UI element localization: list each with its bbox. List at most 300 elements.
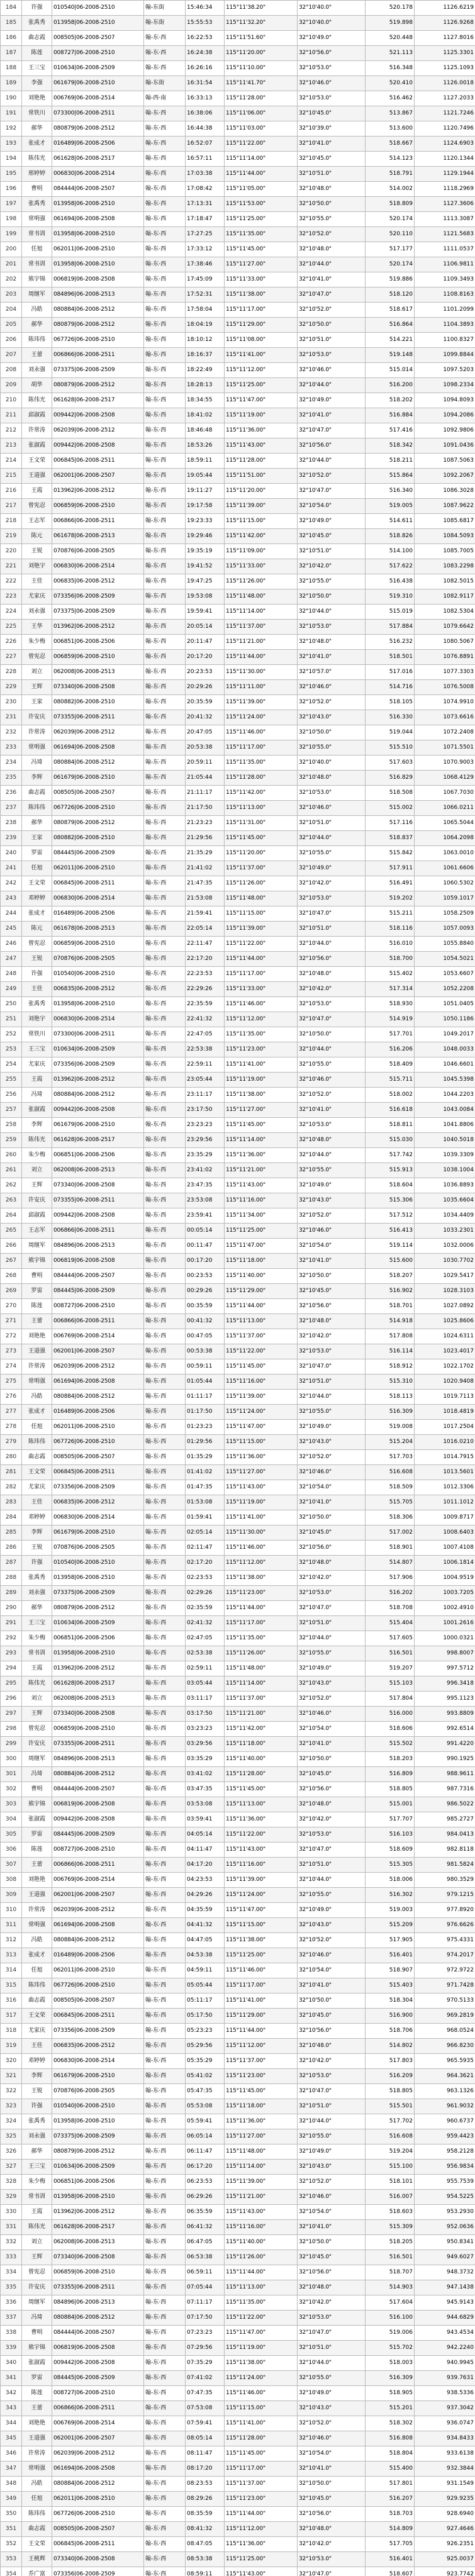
table-row [1,2401,475,2416]
time-cell: 06:41:32 [186,2220,225,2235]
longitude-cell: 115°11'33.00" [225,559,298,574]
latitude-cell: 32°10'53.0" [298,2069,366,2084]
longitude-cell: 115°11'10.00" [225,61,298,76]
longitude-cell: 115°11'47.00" [225,2326,298,2341]
table-row [1,348,475,363]
row-index: 294 [1,1661,22,1676]
row-index: 345 [1,2431,22,2446]
longitude-cell: 115°11'38.00" [225,1571,298,1586]
row-index: 197 [1,197,22,212]
x-value-cell: 518.113 [366,1390,415,1405]
route-label: 翰-东·西 [144,1873,186,1888]
row-index: 209 [1,378,22,393]
record-code: 006830|06-2008-2514 [52,167,144,182]
latitude-cell: 32°10'52.0" [298,469,366,484]
latitude-cell: 32°10'47.0" [298,1012,366,1027]
route-label: 翰-东·西 [144,484,186,499]
table-row [1,2265,475,2280]
row-index: 232 [1,725,22,740]
table-row [1,2175,475,2190]
longitude-cell: 115°11'25.00" [225,1224,298,1239]
longitude-cell: 115°11'46.00" [225,1541,298,1556]
route-label: 翰-东·西 [144,212,186,227]
y-value-cell: 945.9143 [415,2295,475,2311]
time-cell: 17:33:12 [186,242,225,257]
longitude-cell: 115°11'45.00" [225,831,298,846]
time-cell: 04:53:38 [186,1948,225,1963]
time-cell: 20:59:11 [186,756,225,771]
record-code: 080884|06-2008-2512 [52,1390,144,1405]
latitude-cell: 32°10'42.0" [298,1571,366,1586]
latitude-cell: 32°10'50.0" [298,1993,366,2009]
person-name: 王佳 [22,982,52,997]
row-index: 340 [1,2356,22,2371]
longitude-cell: 115°11'16.00" [225,1858,298,1873]
x-value-cell: 517.707 [366,1812,415,1827]
record-code: 061678|06-2008-2513 [52,922,144,937]
x-value-cell: 518.811 [366,1118,415,1133]
record-code: 013962|06-2008-2512 [52,1661,144,1676]
table-row [1,574,475,589]
x-value-cell: 515.002 [366,801,415,816]
row-index: 263 [1,1193,22,1208]
record-code: 062001|06-2008-2507 [52,1344,144,1359]
x-value-cell: 514.123 [366,152,415,167]
row-index: 249 [1,982,22,997]
table-row [1,2295,475,2311]
record-code: 070876|06-2008-2505 [52,544,144,559]
x-value-cell: 518.120 [366,287,415,303]
person-name: 陈伟光 [22,1133,52,1148]
time-cell: 17:58:04 [186,303,225,318]
x-value-cell: 515.309 [366,2220,415,2235]
route-label: 翰-东·西 [144,1993,186,2009]
table-row [1,2280,475,2295]
x-value-cell: 519.148 [366,348,415,363]
table-row [1,121,475,137]
time-cell: 06:05:14 [186,2129,225,2144]
y-value-cell: 997.5712 [415,1661,475,1676]
latitude-cell: 32°10'46.0" [298,1073,366,1088]
longitude-cell: 115°11'44.00" [225,2265,298,2280]
longitude-cell: 115°11'22.00" [225,937,298,952]
table-row [1,167,475,182]
record-code: 016489|06-2008-2506 [52,1405,144,1420]
latitude-cell: 32°10'50.0" [298,2477,366,2492]
route-label: 翰-东·西 [144,2250,186,2265]
longitude-cell: 115°11'20.00" [225,484,298,499]
longitude-cell: 115°11'16.00" [225,1193,298,1208]
person-name: 曲志霞 [22,1450,52,1465]
route-label: 翰-东·西 [144,1254,186,1269]
person-name: 王霞 [22,1073,52,1088]
row-index: 223 [1,589,22,605]
route-label: 翰-东·西 [144,408,186,423]
table-row [1,2416,475,2431]
latitude-cell: 32°10'44.0" [298,605,366,620]
row-index: 200 [1,242,22,257]
table-row [1,378,475,393]
record-code: 084896|06-2008-2513 [52,1239,144,1254]
latitude-cell: 32°10'53.0" [298,1827,366,1843]
person-name: 尤家庆 [22,1057,52,1073]
row-index: 352 [1,2537,22,2552]
x-value-cell: 520.110 [366,227,415,242]
route-label: 翰-东·西 [144,1933,186,1948]
latitude-cell: 32°10'48.0" [298,967,366,982]
record-code: 006859|06-2008-2510 [52,499,144,514]
person-name: 张淑霞 [22,2356,52,2371]
route-label: 翰-东·西 [144,197,186,212]
longitude-cell: 115°11'27.00" [225,1465,298,1480]
latitude-cell: 32°10'55.0" [298,212,366,227]
x-value-cell: 517.703 [366,1450,415,1465]
x-value-cell: 514.919 [366,1012,415,1027]
x-value-cell: 518.342 [366,438,415,454]
table-row [1,1012,475,1027]
longitude-cell: 115°11'15.00" [225,2401,298,2416]
y-value-cell: 1008.6403 [415,1525,475,1541]
latitude-cell: 32°10'52.0" [298,1692,366,1707]
latitude-cell: 32°10'42.0" [298,876,366,891]
time-cell: 00:41:32 [186,1314,225,1329]
y-value-cell: 1076.5008 [415,680,475,695]
person-name: 王道强 [22,1888,52,1903]
row-index: 202 [1,272,22,287]
x-value-cell: 518.306 [366,1510,415,1525]
y-value-cell: 1108.8163 [415,287,475,303]
longitude-cell: 115°11'12.00" [225,363,298,378]
table-row [1,1586,475,1601]
longitude-cell: 115°11'35.00" [225,2295,298,2311]
record-code: 006830|06-2008-2514 [52,891,144,906]
row-index: 248 [1,967,22,982]
y-value-cell: 993.8809 [415,1707,475,1722]
route-label: 翰-东·西 [144,1556,186,1571]
y-value-cell: 1032.0006 [415,1239,475,1254]
x-value-cell: 518.805 [366,2084,415,2099]
row-index: 215 [1,469,22,484]
record-code: 061679|06-2008-2510 [52,1118,144,1133]
person-name: 陈玮伟 [22,2507,52,2522]
table-row [1,2069,475,2084]
longitude-cell: 115°11'45.00" [225,242,298,257]
latitude-cell: 32°10'51.0" [298,2099,366,2114]
x-value-cell: 515.100 [366,2160,415,2175]
route-label: 翰-东·西 [144,620,186,635]
y-value-cell: 985.2727 [415,1812,475,1827]
x-value-cell: 518.304 [366,1993,415,2009]
person-name: 王锐 [22,544,52,559]
longitude-cell: 115°11'23.00" [225,2492,298,2507]
x-value-cell: 516.829 [366,771,415,786]
route-label: 翰-东·西 [144,348,186,363]
longitude-cell: 115°11'15.00" [225,906,298,922]
table-row [1,2552,475,2567]
y-value-cell: 1057.0093 [415,922,475,937]
x-value-cell: 518.930 [366,997,415,1012]
time-cell: 07:17:50 [186,2311,225,2326]
y-value-cell: 1001.2616 [415,1616,475,1631]
record-code: 073300|06-2008-2511 [52,1027,144,1042]
time-cell: 16:52:07 [186,137,225,152]
row-index: 313 [1,1948,22,1963]
row-index: 254 [1,1057,22,1073]
route-label: 翰-东·西 [144,605,186,620]
route-label: 翰-东·西 [144,2160,186,2175]
table-row [1,1224,475,1239]
record-code: 070876|06-2008-2505 [52,1541,144,1556]
time-cell: 19:29:46 [186,529,225,544]
time-cell: 23:05:44 [186,1073,225,1088]
x-value-cell: 513.867 [366,106,415,121]
x-value-cell: 517.605 [366,1631,415,1646]
y-value-cell: 939.7631 [415,2371,475,2386]
time-cell: 04:41:32 [186,1918,225,1933]
y-value-cell: 949.6027 [415,2250,475,2265]
longitude-cell: 115°11'37.00" [225,2054,298,2069]
latitude-cell: 32°10'52.0" [298,1933,366,1948]
route-label: 翰-东·西 [144,1797,186,1812]
longitude-cell: 115°11'28.00" [225,454,298,469]
person-name: 王三宝 [22,2160,52,2175]
route-label: 翰-东·西 [144,2386,186,2401]
longitude-cell: 115°11'18.00" [225,1737,298,1752]
record-code: 080884|06-2008-2512 [52,1088,144,1103]
row-index: 350 [1,2507,22,2522]
table-row [1,2250,475,2265]
time-cell: 02:11:47 [186,1541,225,1556]
longitude-cell: 115°11'18.00" [225,2099,298,2114]
latitude-cell: 32°10'41.0" [298,1978,366,1993]
y-value-cell: 1051.0405 [415,997,475,1012]
route-label: 翰-东·西 [144,2190,186,2205]
longitude-cell: 115°11'35.00" [225,756,298,771]
time-cell: 08:17:20 [186,2462,225,2477]
latitude-cell: 32°10'41.0" [298,408,366,423]
table-row [1,1390,475,1405]
person-name: 王文荣 [22,2009,52,2024]
person-name: 许常涛 [22,2446,52,2462]
y-value-cell: 995.1123 [415,1692,475,1707]
latitude-cell: 32°10'50.0" [298,1510,366,1525]
route-label: 翰-东·西 [144,1390,186,1405]
latitude-cell: 32°10'46.0" [298,363,366,378]
table-row [1,801,475,816]
row-index: 206 [1,333,22,348]
person-name: 许常涛 [22,1903,52,1918]
route-label: 翰-东·西 [144,2507,186,2522]
y-value-cell: 1007.4108 [415,1541,475,1556]
x-value-cell: 516.618 [366,1103,415,1118]
x-value-cell: 516.401 [366,2552,415,2567]
y-value-cell: 1126.0018 [415,76,475,91]
latitude-cell: 32°10'52.0" [298,2175,366,2190]
latitude-cell: 32°10'53.0" [298,1118,366,1133]
row-index: 282 [1,1480,22,1495]
record-code: 006819|06-2008-2508 [52,1254,144,1269]
time-cell: 01:41:02 [186,1465,225,1480]
record-code: 061628|06-2008-2517 [52,1133,144,1148]
time-cell: 18:53:26 [186,438,225,454]
latitude-cell: 32°10'45.0" [298,152,366,167]
latitude-cell: 32°10'56.0" [298,1782,366,1797]
x-value-cell: 517.512 [366,1208,415,1224]
table-row [1,876,475,891]
route-label: 翰-东·西 [144,1646,186,1661]
record-code: 010634|06-2008-2509 [52,1616,144,1631]
latitude-cell: 32°10'55.0" [298,1057,366,1073]
table-row [1,2190,475,2205]
table-row [1,2386,475,2401]
latitude-cell: 32°10'52.0" [298,303,366,318]
table-row [1,257,475,272]
time-cell: 04:23:53 [186,1873,225,1888]
record-code: 080882|06-2008-2510 [52,831,144,846]
latitude-cell: 32°10'53.0" [298,91,366,106]
route-label: 翰-东·西 [144,2205,186,2220]
longitude-cell: 115°11'41.00" [225,348,298,363]
row-index: 319 [1,2039,22,2054]
route-label: 翰-东·西 [144,771,186,786]
y-value-cell: 956.9834 [415,2160,475,2175]
latitude-cell: 32°10'51.0" [298,2341,366,2356]
time-cell: 07:11:17 [186,2295,225,2311]
x-value-cell: 518.901 [366,1541,415,1556]
time-cell: 23:23:23 [186,1118,225,1133]
row-index: 278 [1,1420,22,1435]
record-code: 061678|06-2008-2513 [52,529,144,544]
record-code: 073356|06-2008-2509 [52,1057,144,1073]
x-value-cell: 516.206 [366,1042,415,1057]
person-name: 邓婷婷 [22,891,52,906]
time-cell: 03:59:41 [186,1812,225,1827]
record-code: 061679|06-2008-2510 [52,771,144,786]
time-cell: 16:38:06 [186,106,225,121]
y-value-cell: 1077.3303 [415,665,475,680]
time-cell: 07:41:02 [186,2371,225,2386]
row-index: 318 [1,2024,22,2039]
row-index: 218 [1,514,22,529]
row-index: 187 [1,46,22,61]
x-value-cell: 518.701 [366,1299,415,1314]
route-label: 翰-东·西 [144,2552,186,2567]
route-label: 翰-东·西 [144,1676,186,1692]
record-code: 073340|06-2008-2508 [52,680,144,695]
row-index: 343 [1,2401,22,2416]
time-cell: 19:41:52 [186,559,225,574]
record-code: 084896|06-2008-2513 [52,287,144,303]
row-index: 311 [1,1918,22,1933]
x-value-cell: 517.002 [366,1525,415,1541]
table-row [1,333,475,348]
latitude-cell: 32°10'45.0" [298,106,366,121]
latitude-cell: 32°10'44.0" [298,831,366,846]
latitude-cell: 32°10'54.0" [298,499,366,514]
longitude-cell: 115°11'19.00" [225,408,298,423]
time-cell: 21:41:02 [186,861,225,876]
person-name: 常明强 [22,2462,52,2477]
y-value-cell: 1024.6311 [415,1329,475,1344]
longitude-cell: 115°11'27.00" [225,2129,298,2144]
row-index: 204 [1,303,22,318]
person-name: 王三宝 [22,1042,52,1057]
longitude-cell: 115°11'25.00" [225,1948,298,1963]
y-value-cell: 996.3418 [415,1676,475,1692]
x-value-cell: 516.202 [366,1586,415,1601]
person-name: 常书训 [22,1646,52,1661]
route-label: 翰-东·西 [144,1616,186,1631]
y-value-cell: 1058.2509 [415,906,475,922]
latitude-cell: 32°10'42.0" [298,2054,366,2069]
route-label: 翰-东·西 [144,1767,186,1782]
time-cell: 08:41:32 [186,2522,225,2537]
time-cell: 06:47:05 [186,2235,225,2250]
x-value-cell: 519.886 [366,272,415,287]
time-cell: 17:45:09 [186,272,225,287]
y-value-cell: 936.0747 [415,2416,475,2431]
time-cell: 17:52:31 [186,287,225,303]
route-label: 翰-西·南 [144,91,186,106]
record-code: 084445|06-2008-2509 [52,1284,144,1299]
time-cell: 07:05:44 [186,2280,225,2295]
person-name: 李强 [22,76,52,91]
table-row [1,1133,475,1148]
time-cell: 21:05:44 [186,771,225,786]
longitude-cell: 115°11'44.00" [225,167,298,182]
y-value-cell: 975.4331 [415,1933,475,1948]
longitude-cell: 115°11'17.00" [225,303,298,318]
person-name: 刘艳艳 [22,1329,52,1344]
table-row [1,303,475,318]
longitude-cell: 115°11'16.00" [225,2220,298,2235]
row-index: 241 [1,861,22,876]
record-code: 061679|06-2008-2510 [52,1525,144,1541]
table-row [1,1027,475,1042]
record-code: 013958|06-2008-2510 [52,2114,144,2129]
latitude-cell: 32°10'44.0" [298,1042,366,1057]
person-name: 李辉 [22,771,52,786]
route-label: 翰-东·西 [144,1661,186,1676]
latitude-cell: 32°10'50.0" [298,1027,366,1042]
route-label: 翰-东·西 [144,1918,186,1933]
route-label: 翰-东·西 [144,1571,186,1586]
person-name: 张成才 [22,137,52,152]
x-value-cell: 517.314 [366,982,415,997]
person-name: 任旭 [22,861,52,876]
y-value-cell: 961.9032 [415,2099,475,2114]
route-label: 翰-东·西 [144,1510,186,1525]
x-value-cell: 516.114 [366,1344,415,1359]
y-value-cell: 1120.1344 [415,152,475,167]
route-label: 翰-东·西 [144,1948,186,1963]
row-index: 237 [1,801,22,816]
route-label: 翰-东·西 [144,152,186,167]
longitude-cell: 115°11'40.00" [225,1752,298,1767]
person-name: 熊宇锦 [22,1797,52,1812]
x-value-cell: 515.201 [366,2401,415,2416]
table-row [1,1118,475,1133]
person-name: 曾宪忍 [22,499,52,514]
longitude-cell: 115°11'33.00" [225,272,298,287]
route-label: 翰-东·西 [144,2295,186,2311]
row-index: 255 [1,1073,22,1088]
y-value-cell: 1094.8093 [415,393,475,408]
route-label: 翰-东·西 [144,786,186,801]
latitude-cell: 32°10'53.0" [298,61,366,76]
row-index: 327 [1,2160,22,2175]
row-index: 253 [1,1042,22,1057]
